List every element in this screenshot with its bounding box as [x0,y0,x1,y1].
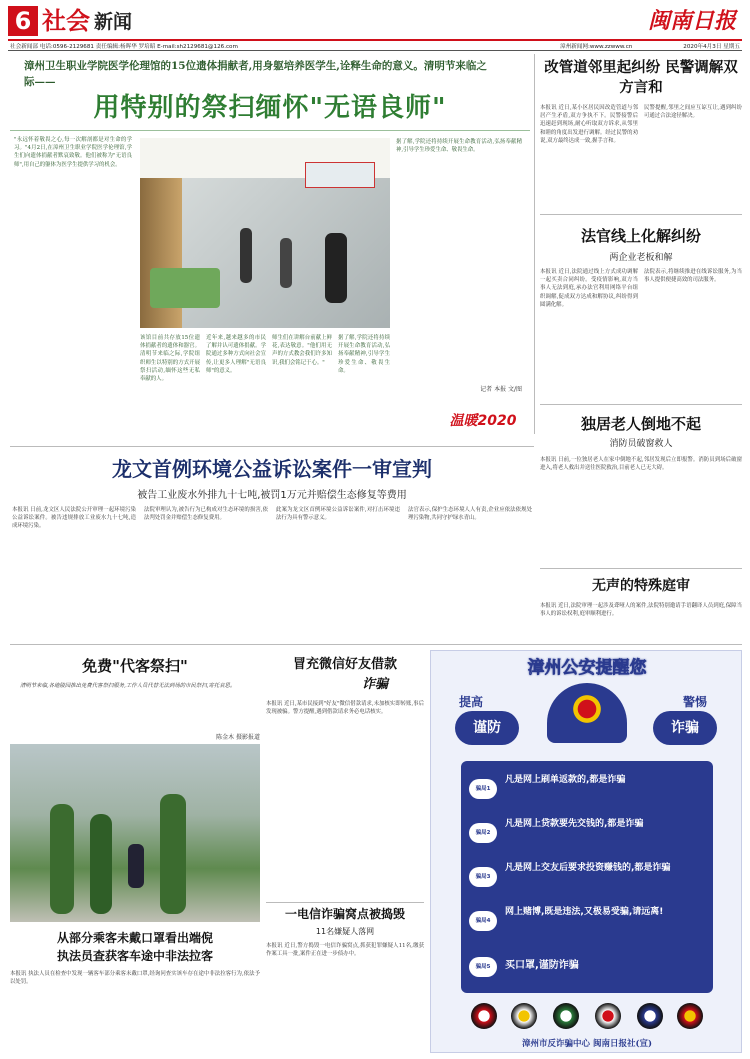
bottom-mid-headline-1: 冒充微信好友借款 [292,657,397,672]
opera-mask-icon [637,1003,663,1029]
lead-story [10,54,530,440]
poster-list-panel [461,761,713,993]
lead-col-4: 师生们在讲解台前献上鲜花,表达敬意。"他们用无声的方式教会我们许多知识,我们会铭记于心。" [272,335,332,366]
bottom-left-body: 清明节来临,各地陵园推出免费代客祭扫服务,工作人员代替无法到场的市民祭扫,寄托哀思。 [20,683,236,689]
bottom-left [10,648,260,1053]
right-body-1: 本报讯 近日,某小区居民因改造管道与邻居产生矛盾,双方争执不下。民警接警后迅速赶到现场,耐心听取双方诉求,从邻里和睦的角度出发进行调解。经过民警的劝说,双方最终达成一致,握手言和。 [540,105,638,144]
opera-mask-icon [511,1003,537,1029]
poster-item-badge: 骗局1 [469,779,497,799]
section-title: 社会 [42,7,90,35]
right-story-1 [540,56,742,206]
poster-item-text: 网上赌博,既是违法,又极易受骗,请远离! [505,907,664,917]
mid-headline: 龙文首例环境公益诉讼案件一审宣判 [112,457,432,481]
bottom-left-photo [10,744,260,922]
bottom-left-headline-2b: 执法员查获客车途中非法拉客 [56,949,213,963]
right-sub-3: 消防员破窗救人 [609,439,673,449]
section-subtitle: 新闻 [94,11,133,33]
poster-item-text: 凡是网上贷款要先交钱的,都是诈骗 [505,819,644,829]
mid-col-4: 法官表示,保护生态环境人人有责,企业应依法依规处理污染物,共同守护绿水青山。 [408,507,532,522]
opera-mask-icon [471,1003,497,1029]
right-story-4 [540,572,742,646]
right-body-3: 本报讯 日前,一位独居老人在家中倒地不起,邻居发现后立即报警。消防员到场后破窗进入,将老人救出并送往医院救治,目前老人已无大碍。 [540,457,742,472]
poster-item [469,815,705,853]
police-badge-icon [571,693,603,725]
right-body-2b: 法院表示,将继续推进在线诉讼服务,为当事人提供便捷高效的司法服务。 [644,269,742,284]
mid-col-2: 法院审理认为,被告行为已构成对生态环境的损害,依法判处罚金并赔偿生态修复费用。 [144,507,268,522]
opera-mask-icon [553,1003,579,1029]
right-body-1b: 民警提醒,邻里之间应互谅互让,遇到纠纷可通过合法途径解决。 [644,105,742,120]
lead-col-5: 据了解,学院还将持续开展生命教育活动,弘扬奉献精神,引导学生珍爱生命、敬畏生命。 [396,139,522,154]
masthead [0,0,750,52]
poster-item-text: 凡是网上交友后要求投资赚钱的,都是诈骗 [505,863,671,873]
lead-photo [140,138,390,328]
bottom-mid-headline-3: 一电信诈骗窝点被捣毁 [284,907,405,921]
bottom-mid-body-3: 本报讯 近日,警方捣毁一电信诈骗窝点,抓获犯罪嫌疑人11名,缴获作案工具一批,案件正在进一步侦办中。 [266,943,424,958]
bottom-mid-body: 本报讯 近日,某市民接到"好友"微信借款请求,未加核实即转账,事后发现被骗。警方提醒,遇到借款请求务必电话核实。 [266,701,424,716]
poster-title: 漳州公安提醒您 [527,658,647,678]
lead-col-4b: 据了解,学院还将持续开展生命教育活动,弘扬奉献精神,引导学生珍爱生命、敬畏生命。 [338,335,390,374]
poster-item-badge: 骗局5 [469,957,497,977]
bottom-left-headline: 免费"代客祭扫" [82,657,188,675]
poster-item-badge: 骗局2 [469,823,497,843]
paper-logo: 闽南日报 [647,8,736,34]
poster-item [469,903,705,941]
poster-item-text: 买口罩,谨防诈骗 [505,960,579,971]
right-story-2 [540,218,742,398]
poster-item-text: 凡是网上刷单返款的,都是诈骗 [505,775,626,785]
poster-shield [547,683,627,743]
opera-mask-icon [677,1003,703,1029]
poster-left-circle: 提高 谨防 [451,691,531,755]
poster-item [469,949,705,987]
poster-item-badge: 骗局3 [469,867,497,887]
right-headline-2: 法官线上化解纠纷 [580,227,701,245]
poster-item-badge: 骗局4 [469,911,497,931]
mid-story [10,452,534,640]
bottom-mid-sub-3: 11名嫌疑人落网 [315,927,375,936]
poster-item [469,771,705,809]
lead-byline: 记者 本报 文/图 [480,386,522,393]
right-sub-2: 两企业老板和解 [609,253,673,263]
lead-intro: 漳州卫生职业学院医学伦理馆的15位遗体捐献者,用身躯培养医学生,诠释生命的意义。清明节来临之际—— [24,60,487,88]
page-number: 6 [8,6,38,36]
masthead-site: 漳州新闻网:www.zzwww.cn [560,44,633,50]
right-body-4: 本报讯 近日,法院审理一起涉及聋哑人的案件,法院特别邀请手语翻译人员到庭,保障当事人的诉讼权利,庭审顺利进行。 [540,603,742,618]
mid-col-3: 此案为龙文区首例环境公益诉讼案件,对打击环境违法行为具有警示意义。 [276,507,400,522]
poster-right-circle: 警惕 诈骗 [643,691,723,755]
lead-col-1: "永远怀着敬畏之心,每一次解剖都是对生命的学习。"4月2日,在漳州卫生职业学院医学伦理馆,学生们向遗体捐献者默哀致敬。他们被称为"无语良师",用自己的躯体为医学生提供学习的机会。 [14,137,132,168]
mid-col-1: 本报讯 日前,龙文区人民法院公开审理一起环境污染公益诉讼案件。被告违规排放工业废水九十七吨,造成环境污染。 [12,507,136,530]
bottom-left-body-2: 本报讯 执法人员在检查中发现一辆客车部分乘客未戴口罩,经询问查实该车存在途中非法拉客行为,依法予以处罚。 [10,971,260,986]
right-body-2: 本报讯 近日,法院通过线上方式成功调解一起买卖合同纠纷。受疫情影响,双方当事人无法到庭,承办法官利用网络平台组织调解,促成双方达成和解协议,纠纷得到圆满化解。 [540,269,638,308]
lead-headline: 用特别的祭扫缅怀"无语良师" [93,93,447,123]
bottom-left-headline-2: 从部分乘客未戴口罩看出端倪 [56,931,213,945]
anti-fraud-poster [430,650,742,1053]
right-headline-4: 无声的特殊庭审 [592,578,690,594]
bottom-mid [266,648,424,1053]
opera-mask-icon [595,1003,621,1029]
poster-footer: 漳州市反诈骗中心 闽南日报社(宣) [521,1039,652,1049]
lead-col-3: 近年来,越来越多的市民了解并认可遗体捐献。学院通过多种方式向社会宣传,让更多人理解"无语良师"的意义。 [206,335,266,374]
masthead-date: 2020年4月3日 星期五 [683,44,740,50]
poster-opera-masks [471,1001,703,1031]
warmth-badge: 温暖2020 [449,413,517,429]
right-headline-1: 改管道邻里起纠纷 民警调解双方言和 [544,60,738,96]
mid-sub: 被告工业废水外排九十七吨,被罚1万元并赔偿生态修复等费用 [137,490,407,501]
right-headline-3: 独居老人倒地不起 [580,415,701,433]
lead-col-2: 该馆目前共存放15位遗体捐献者的遗体和器官。清明节来临之际,学院组织师生以特别的方式开展祭扫活动,缅怀这些无私奉献的人。 [140,335,200,383]
bottom-mid-headline-2: 诈骗 [361,677,388,692]
bottom-left-credit: 陈金木 摄影报道 [216,734,260,741]
masthead-info: 社会新闻部 电话:0596-2129681 责任编辑:杨晖华 罗培昭 E-mail:sh2129681@126.com [10,44,238,50]
poster-item [469,859,705,897]
